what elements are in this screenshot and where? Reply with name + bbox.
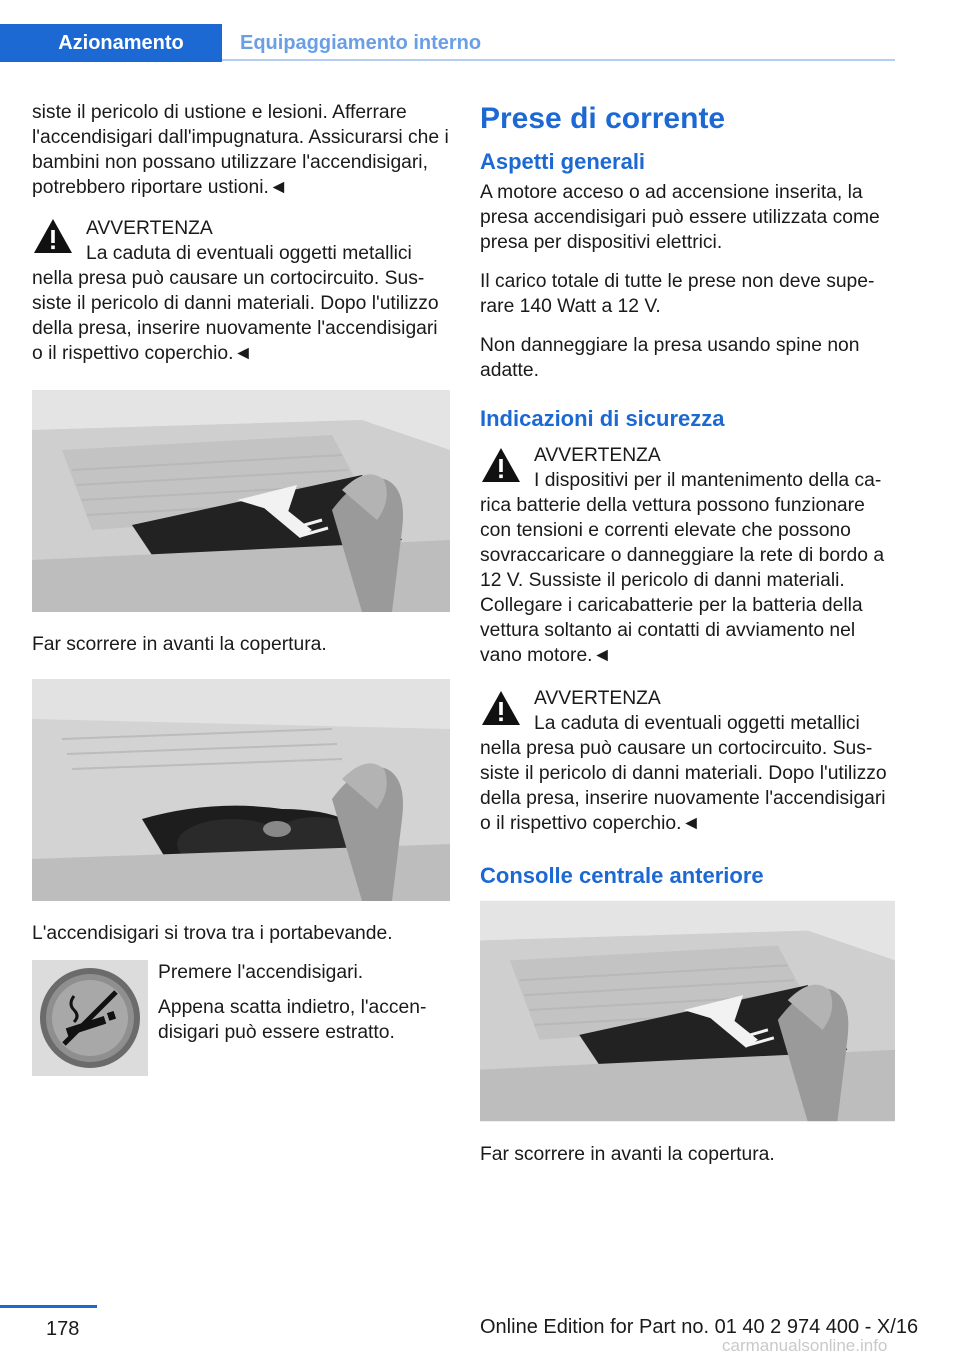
warning-triangle-icon — [480, 688, 522, 728]
step-extract: Appena scatta indietro, l'accendisigari può essere estratto. — [158, 997, 427, 1043]
page-number: 178 — [46, 1318, 80, 1340]
subheading-safety: Indicazioni di sicurezza — [480, 406, 725, 431]
lighter-instructions — [32, 960, 450, 1080]
left-column — [32, 100, 450, 1080]
tab-azionamento[interactable]: Azionamento — [0, 24, 222, 62]
right-column — [480, 100, 898, 1181]
intro-paragraph: siste il pericolo di ustione e lesioni. Afferrare l'accendisigari dall'impugnatura. Assicurarsi che i bambini non possano utilizzare l'accendisigari, potrebbero riportare ustioni.◄ — [32, 102, 449, 198]
warning-title: AVVERTENZA — [534, 445, 661, 466]
paragraph-plugs: Non danneggiare la presa usando spine non adatte. — [480, 335, 860, 381]
subheading-general: Aspetti generali — [480, 149, 646, 174]
warning-triangle-icon — [32, 216, 74, 256]
warning-block-metal — [480, 686, 898, 836]
console-cover-photo — [32, 390, 450, 612]
warning-title: AVVERTENZA — [534, 688, 661, 709]
subheading-console: Consolle centrale anteriore — [480, 863, 764, 888]
warning-text: I dispositivi per il mantenimento della carica batterie della vettura possono funzionare con tensioni e correnti elevate che possono sovraccaricare o danneggiare la rete di bordo a 12 V. Sussiste il pericolo di danni materiali. Collegare i caricabatterie per la batteria della vettura soltanto ai contatti di avviamento nel vano motore.◄ — [480, 470, 885, 666]
lighter-steps — [158, 960, 450, 1055]
caption-lighter-location: L'accendisigari si trova tra i portabevande. — [32, 923, 393, 944]
caption-front-cover: Far scorrere in avanti la copertura. — [480, 1144, 775, 1165]
header-tabs — [0, 24, 895, 62]
edition-label: Online Edition for Part no. 01 40 2 974 400 - X/16 — [480, 1316, 919, 1338]
paragraph-usage: A motore acceso o ad accensione inserita, la presa accendisigari può essere utilizzata come presa per dispositivi elettrici. — [480, 182, 880, 253]
watermark: carmanualsonline.info — [722, 1336, 888, 1355]
warning-text: La caduta di eventuali oggetti metallici nella presa può causare un cortocircuito. Sussiste il pericolo di danni materiali. Dopo l'utilizzo della presa, inserire nuovamente l'accendisigari o il rispettivo coperchio.◄ — [480, 713, 887, 834]
warning-triangle-icon — [480, 445, 522, 485]
caption-cover: Far scorrere in avanti la copertura. — [32, 634, 327, 655]
cupholder-photo — [32, 679, 450, 901]
paragraph-load: Il carico totale di tutte le prese non deve superare 140 Watt a 12 V. — [480, 271, 875, 317]
warning-text: La caduta di eventuali oggetti metallici nella presa può causare un cortocircuito. Sussiste il pericolo di danni materiali. Dopo l'utilizzo della presa, inserire nuovamente l'accendisigari o il rispettivo coperchio.◄ — [32, 243, 439, 364]
warning-block-charger — [480, 443, 898, 668]
console-front-photo — [480, 900, 895, 1122]
tab-equipaggiamento-interno[interactable]: Equipaggiamento interno — [240, 31, 482, 54]
warning-title: AVVERTENZA — [86, 218, 213, 239]
warning-block — [32, 214, 450, 366]
cigarette-lighter-icon — [32, 960, 148, 1076]
step-press: Premere l'accendisigari. — [158, 962, 364, 983]
section-title: Prese di corrente — [480, 102, 726, 135]
header-divider — [222, 59, 895, 61]
footer-divider — [0, 1305, 97, 1308]
